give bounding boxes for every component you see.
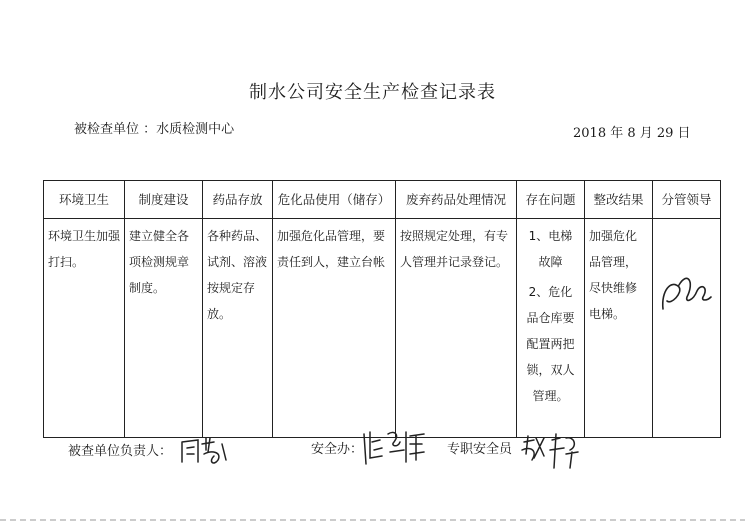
record-date: 2018 年 8 月 29 日 [573,126,691,141]
header-storage: 药品存放 [203,181,273,219]
cell-leader-signature [653,219,721,438]
cell-environment: 环境卫生加强打扫。 [44,219,125,438]
inspected-unit-value: 水质检测中心 [156,122,235,137]
safety-office-label: 安全办： [311,442,364,457]
leader-signature [657,261,715,321]
cell-storage: 各种药品、试剂、溶液按规定存放。 [203,219,273,438]
safety-officer-signature [520,432,580,472]
table-header-row [44,181,721,219]
header-waste: 废弃药品处理情况 [396,181,517,219]
inspection-table [43,180,721,438]
issue-item: 2、危化品仓库要配置两把锁，双人管理。 [526,285,575,403]
table-row [44,219,721,438]
document-title: 制水公司安全生产检查记录表 [249,82,496,103]
cell-rectification: 加强危化品管理，尽快维修电梯。 [585,219,653,438]
unit-head-signature [178,434,230,468]
header-issues: 存在问题 [517,181,585,219]
safety-officer-label: 专职安全员 [447,442,513,457]
header-hazardous: 危化品使用（储存） [273,181,396,219]
cell-hazardous: 加强危化品管理，要责任到人，建立台帐 [273,219,396,438]
header-system: 制度建设 [125,181,203,219]
cell-waste: 按照规定处理，有专人管理并记录登记。 [396,219,517,438]
unit-head-label: 被查单位负责人： [68,444,173,459]
scan-edge-line [0,519,745,521]
issue-item: 1、电梯故障 [528,229,573,269]
inspected-unit-label: 被检查单位 ： [74,122,157,137]
header-rectification: 整改结果 [585,181,653,219]
signature-row [0,436,745,476]
inspected-unit [74,118,234,137]
cell-system: 建立健全各项检测规章制度。 [125,219,203,438]
header-leader: 分管领导 [653,181,721,219]
header-environment: 环境卫生 [44,181,125,219]
safety-office-signature [360,428,428,468]
cell-issues [517,219,585,438]
